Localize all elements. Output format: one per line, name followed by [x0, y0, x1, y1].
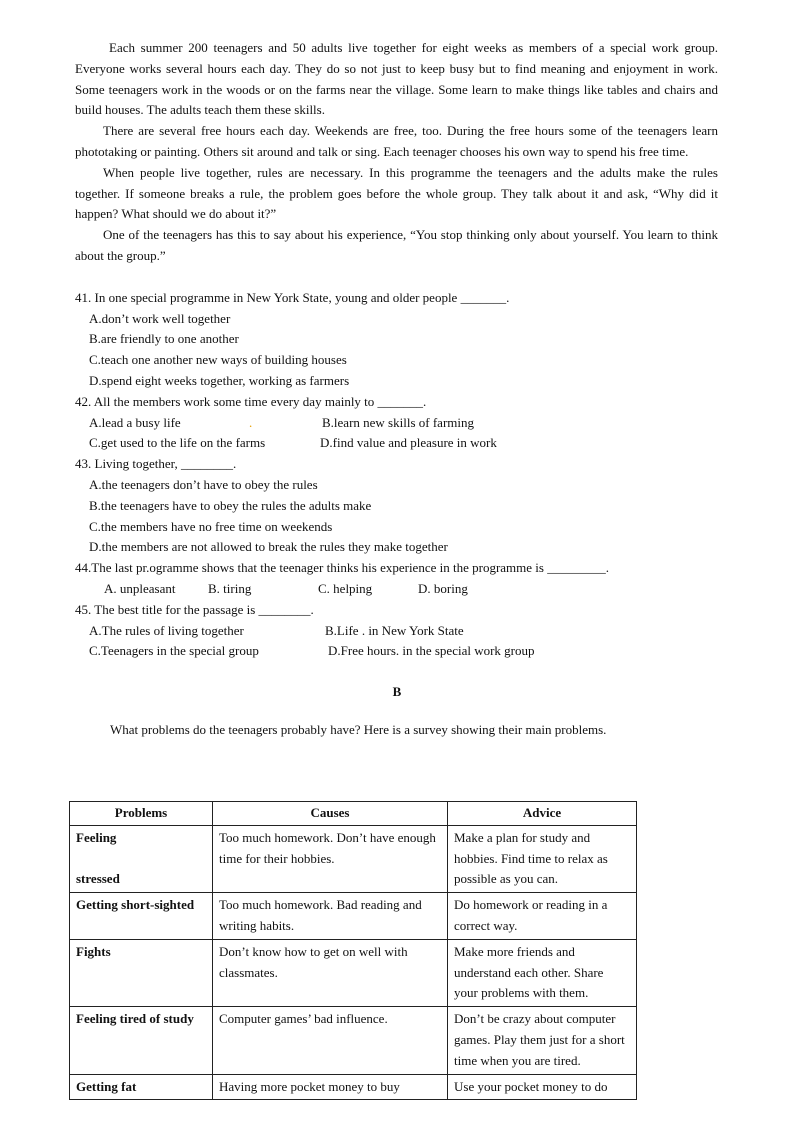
table-row — [70, 893, 637, 940]
option: A.lead a busy life — [89, 415, 181, 430]
option: D.find value and pleasure in work — [320, 435, 497, 450]
advice-cell: Make a plan for study and hobbies. Find time to relax as possible as you can. — [448, 825, 637, 892]
table-header-row — [70, 802, 637, 826]
option: B.are friendly to one another — [89, 331, 239, 346]
advice-cell: Use your pocket money to do — [448, 1074, 637, 1100]
option: C. helping — [318, 581, 373, 596]
question-41: 41. In one special programme in New York State, young and older people _______. — [75, 290, 510, 305]
column-header: Advice — [448, 802, 637, 826]
question-44: 44.The last pr.ogramme shows that the teenager thinks his experience in the programme is _________. — [75, 560, 609, 575]
option: B.the teenagers have to obey the rules the adults make — [89, 498, 372, 513]
advice-cell: Don’t be crazy about computer games. Play them just for a short time when you are tired. — [448, 1007, 637, 1074]
section-intro: What problems do the teenagers probably have? Here is a survey showing their main problems. — [110, 722, 607, 737]
column-header: Problems — [70, 802, 213, 826]
reading-passage-a — [75, 38, 718, 267]
option: B.learn new skills of farming — [322, 415, 474, 430]
option: C.Teenagers in the special group — [89, 643, 259, 658]
option: B. tiring — [208, 581, 252, 596]
paragraph: There are several free hours each day. Weekends are free, too. During the free hours some of the teenagers learn phototaking or painting. Others sit around and talk or sing. Each teenager chooses his own way to spend his free time. — [75, 123, 718, 159]
option: C.the members have no free time on weekends — [89, 519, 333, 534]
option: B.Life . in New York State — [325, 623, 464, 638]
option: A.don’t work well together — [89, 311, 231, 326]
paragraph: Each summer 200 teenagers and 50 adults live together for eight weeks as members of a special work group. Everyone works several hours each day. They do so not just to keep busy but to find meaning and enjoyment in work. Some teenagers work in the woods or on the farms near the village. Some learn to make things like tables and chairs and build houses. The adults teach them these skills. — [75, 40, 718, 118]
spacer — [76, 849, 206, 869]
cause-cell: Computer games’ bad influence. — [213, 1007, 448, 1074]
question-45: 45. The best title for the passage is ________. — [75, 602, 314, 617]
table-row — [70, 1074, 637, 1100]
problem-cell: Fights — [70, 939, 213, 1006]
problem-cell: Getting short-sighted — [70, 893, 213, 940]
paragraph: One of the teenagers has this to say about his experience, “You stop thinking only about yourself. You learn to think about the group.” — [75, 227, 718, 263]
table-row — [70, 939, 637, 1006]
question-43: 43. Living together, ________. — [75, 456, 237, 471]
option: D.spend eight weeks together, working as farmers — [89, 373, 350, 388]
option: D. boring — [418, 581, 468, 596]
cause-cell: Too much homework. Don’t have enough time for their hobbies. — [213, 825, 448, 892]
table-row — [70, 1007, 637, 1074]
question-42: 42. All the members work some time every day mainly to _______. — [75, 394, 427, 409]
cause-cell: Too much homework. Bad reading and writing habits. — [213, 893, 448, 940]
problem-cell: Getting fat — [70, 1074, 213, 1100]
problem-cell: Feeling tired of study — [70, 1007, 213, 1074]
cause-cell: Don’t know how to get on well with classmates. — [213, 939, 448, 1006]
advice-cell: Do homework or reading in a correct way. — [448, 893, 637, 940]
cause-cell: Having more pocket money to buy — [213, 1074, 448, 1100]
option: A.The rules of living together — [89, 623, 244, 638]
paragraph: When people live together, rules are necessary. In this programme the teenagers and the adults make the rules together. If someone breaks a rule, the problem goes before the whole group. They talk about it and ask, “Why did it happen? What should we do about it?” — [75, 164, 718, 222]
option: D.Free hours. in the special work group — [328, 643, 535, 658]
option: A.the teenagers don’t have to obey the rules — [89, 477, 318, 492]
stray-mark: . — [249, 415, 253, 430]
survey-table — [69, 801, 637, 1100]
column-header: Causes — [213, 802, 448, 826]
option: C.teach one another new ways of building houses — [89, 352, 347, 367]
problem-text: Feeling — [76, 829, 117, 845]
problem-text: stressed — [76, 870, 120, 886]
option: A. unpleasant — [104, 581, 176, 596]
problem-cell — [70, 825, 213, 892]
option: C.get used to the life on the farms — [89, 435, 266, 450]
option: D.the members are not allowed to break the rules they make together — [89, 539, 448, 554]
table-row — [70, 825, 637, 892]
section-heading: B — [392, 684, 402, 699]
advice-cell: Make more friends and understand each other. Share your problems with them. — [448, 939, 637, 1006]
